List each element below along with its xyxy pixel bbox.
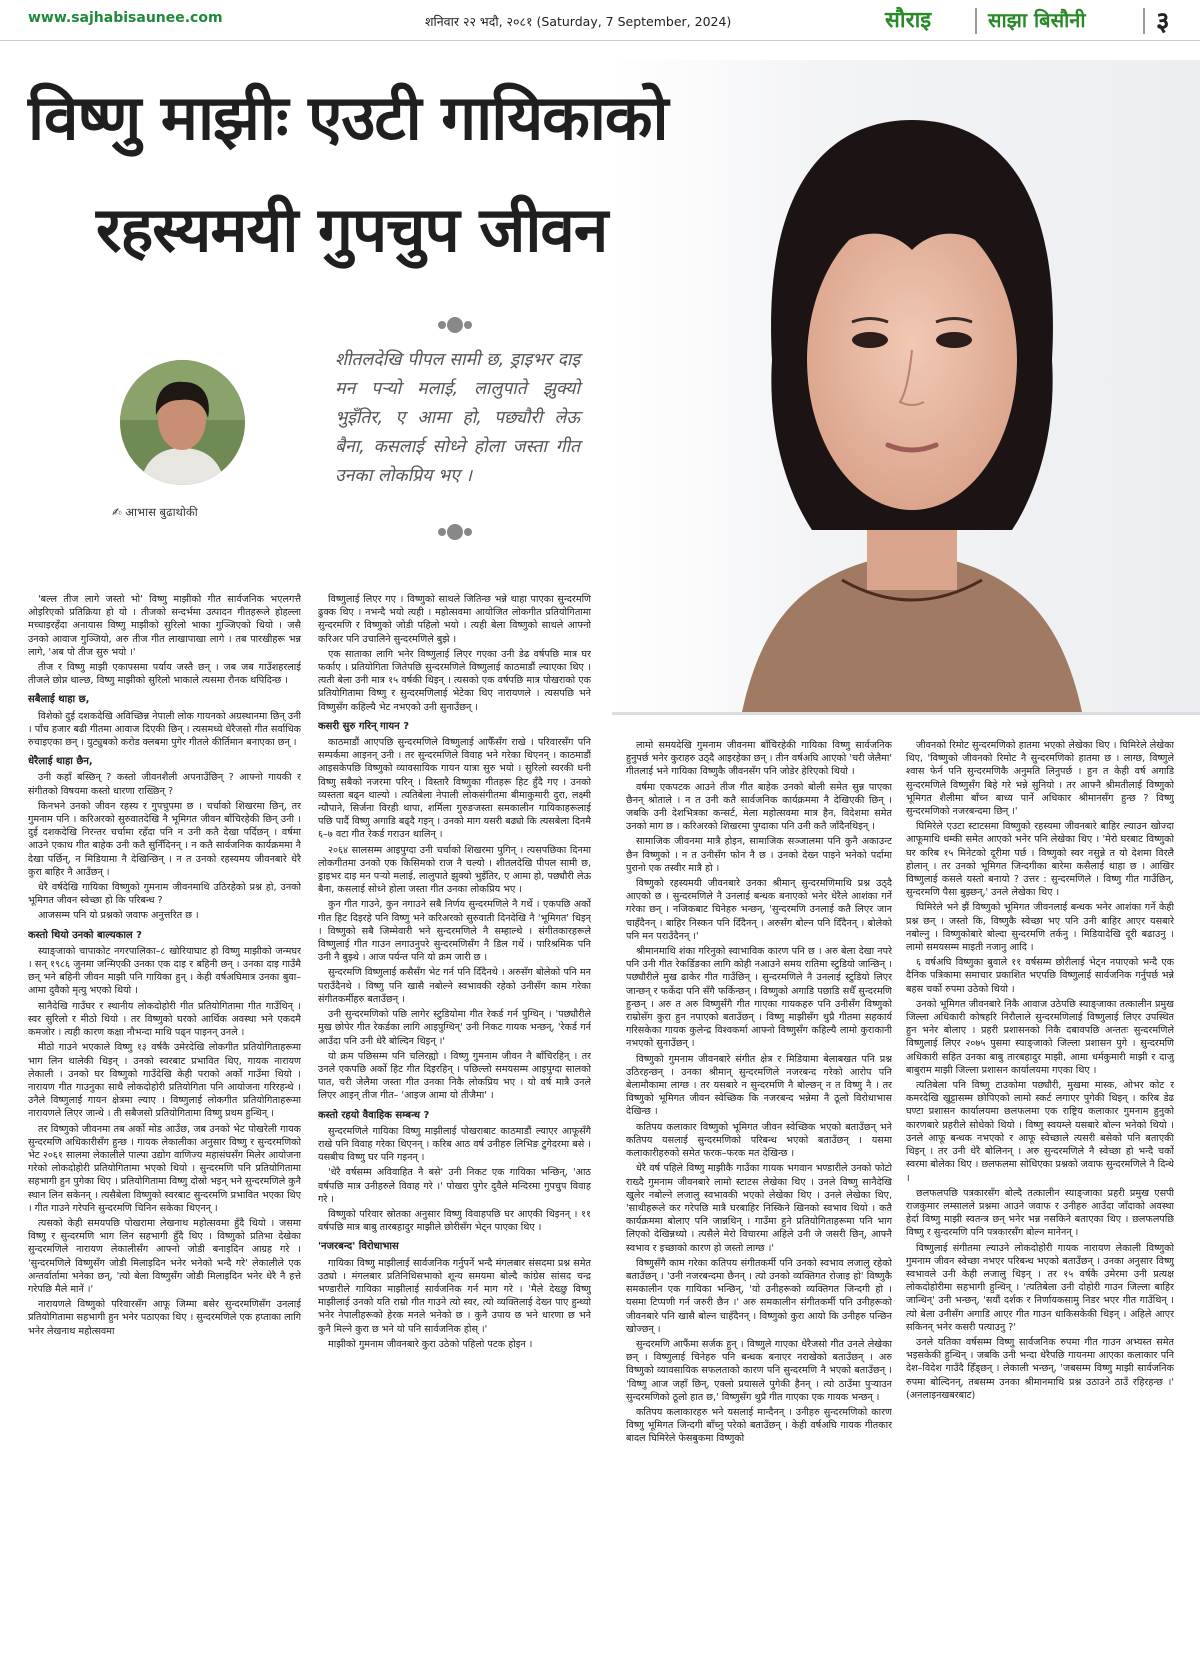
author-illustration — [120, 360, 245, 485]
author-byline: ✍ आभास बुढाथोकी — [112, 505, 198, 519]
subheading: 'नजरबन्द' विरोधाभास — [318, 1241, 399, 1253]
paragraph: माझीको गुमनाम जीवनबारे कुरा उठेको पहिलो पटक होइन । — [328, 1338, 533, 1350]
paragraph: विष्णुलाई लिएर गए । विष्णुको साथले जितिन्छ भन्ने थाहा पाएका सुन्दरमणि ढुक्क थिए । नभन्दै भयो त्यही । महोत्सवमा आयोजित लोकगीत प्रतियोगितामा सुन्दरमणि र विष्णुको जोडी पहिलो भयो । त्यही बेला विष्णुको साथले आफ्नो करिअर पनि उचालिने सुन्दरमणिले बुझे । — [318, 594, 591, 645]
paragraph: विष्णुको परिवार स्रोतका अनुसार विष्णु विवाहपछि घर आएकी थिइनन् । ११ वर्षपछि मात्र बाबु तारबहादुर माझीले छोरीसँग भेट्न पाएका थिए । — [318, 1208, 591, 1234]
paragraph: कतिपय कलाकारहरु भने यसलाई मान्दैनन् । उनीहरु सुन्दरमणिको कारण विष्णु भूमिगत जिन्दगी बाँच्नु परेको बताउँछन् । केही वर्षअघि गायक गीतकार बादल घिमिरेले फेसबुकमा विष्णुको — [626, 1406, 892, 1445]
paragraph: विष्णुको गुमनाम जीवनबारे संगीत क्षेत्र र मिडियामा बेलाबखत पनि प्रश्न उठिरहन्छन् । उनका श्रीमान् सुन्दरमणिले नजरबन्द गरेको आरोप पनि बेलामौकामा लाग्छ । तर यसबारे न सुन्दरमणि नै बोल्छन् न त विष्णु नै । तर विष्णुको भूमिगत जीवन स्वेच्छिक कि नजरबन्द भन्नेमा नै ठूलो विरोधाभास देखिन्छ । — [626, 1053, 892, 1118]
header-rule — [0, 40, 1200, 41]
paragraph: ६ वर्षअघि विष्णुका बुवाले ११ वर्षसम्म छोरीलाई भेट्न नपाएको भन्दै एक दैनिक पत्रिकामा समाचार प्रकाशित भएपछि विष्णुलाई सार्वजनिक गर्नुपर्छ भन्ने बहस चर्को रुपमा उठेको थियो । — [906, 957, 1174, 995]
paragraph: सानैदेखि गाउँघर र स्थानीय लोकदोहोरी गीत प्रतियोगितामा गीत गाउँथिन् । स्वर सुरिलो र मीठो थियो । तर विष्णुको घरको आर्थिक अवस्था भने एकदमै कमजोर । त्यही कारण कक्षा नौभन्दा माथि पढ्न पाइनन् उनले । — [28, 1000, 301, 1039]
paragraph: सुन्दरमणि विष्णुलाई कसैसँग भेट गर्न पनि दिँदैनथे । अरुसँग बोलेको पनि मन पराउँदैनथे । विष्णु पनि खासै नबोल्ने स्वभावकी रहेको उनीसँग काम गरेका संगीतकर्मीहरु बताउँछन् । — [318, 967, 591, 1005]
quote-ornament-icon — [435, 316, 475, 338]
site-url: www.sajhabisaunee.com — [28, 10, 223, 26]
author-name: आभास बुढाथोकी — [125, 505, 198, 519]
paragraph: आजसम्म पनि यो प्रश्नको जवाफ अनुत्तरित छ । — [38, 910, 199, 922]
paragraph: 'धेरै वर्षसम्म अविवाहित नै बसे' उनी निकट एक गायिका भन्छिन्, 'आठ वर्षपछि मात्र उनीहरुले विवाह गरे ।' पोखरा पुगेर दुवैले मन्दिरमा गुपचुप विवाह गरे । — [318, 1167, 591, 1205]
author-avatar — [120, 360, 245, 485]
paragraph: स्याङ्जाको चापाकोट नगरपालिका–८ खोरियाघाट हो विष्णु माझीको जन्मघर । सन् १९८६ जुनमा जन्मिएकी उनका एक दाइ र बहिनी छन् । उनका दाइ गाउँमै छन् भने बहिनी जीवन माझी पनि गायिका हुन् । केही वर्षअघिमात्र उनका बुवा–आमा दुवैको मृत्यु भएको थियो । — [28, 945, 301, 997]
paragraph: विशेको दुई दशकदेखि अविच्छिन्न नेपाली लोक गायनको अग्रस्थानमा छिन् उनी । पाँच हजार बढी गीतमा आवाज दिएकी छिन् । त्यसमध्ये धेरैजसो गीत सर्वाधिक रुचाइएका छन् । युट्युबको करोड क्लबमा पुगेर गीतले कीर्तिमान बनाएका छन् । — [28, 710, 301, 749]
paragraph: घिमिरेले एउटा स्टाटसमा विष्णुको रहस्यमा जीवनबारे बाहिर ल्याउन खोज्दा आफूमाथि धम्की समेत आएको भनेर पनि लेखेका थिए । 'मेरो घरबाट विष्णुको घर करिब १५ मिनेटको दूरीमा पर्छ । विष्णुको स्वर नसुन्ने त यो देशमा विरलै होलान् । तर उनको भूमिगत जिन्दगीका बारेमा कसैलाई थाहा छ । आखिर विष्णुलाई कसले यस्तो बनायो ? उत्तर : सुन्दरमणिले । विष्णु गीत गाउँछिन्, सुन्दरमणि पैसा बुझ्छन्,' उनले लेखेका थिए । — [906, 821, 1174, 899]
paragraph: सामाजिक जीवनमा मात्रै होइन, सामाजिक सञ्जालमा पनि कुनै अकाउन्ट छैन विष्णुको । न त उनीसँग फोन नै छ । उनको देख्न पाइने भनेको पर्दामा पुरानो एक तस्वीर मात्रै हो । — [626, 836, 892, 874]
section-name: साझा बिसौनी — [988, 8, 1086, 32]
paragraph: उनले यतिका वर्षसम्म विष्णु सार्वजनिक रुपमा गीत गाउन अभ्यस्त समेत भइसकेकी हुन्थिन् । जबकि उनी भन्दा धेरैपछि गायनमा आएका कलाकार पनि देश–विदेश गाउँदै हिँड्छन् । लेकाली भन्छन्, 'जबसम्म विष्णु माझी सार्वजनिक रुपमा बोल्दिनन्, तबसम्म उनका श्रीमानमाथि प्रश्न उठाउने ठाउँ रहिरहन्छ ।' (अनलाइनखबरबाट) — [906, 1336, 1174, 1401]
subheading: कस्तो रहयो वैवाहिक सम्बन्ध ? — [318, 1109, 430, 1121]
paragraph: श्रीमानमाथि शंका गरिनुको स्वाभाविक कारण पनि छ । अरु बेला देखा नपरे पनि उनी गीत रेकर्डिङका लागि कोही नआउने समय रातिमा स्टुडियो जान्छिन् । पछ्यौरीले मुख ढाकेर गीत गाउँछिन् । सुन्दरमणिले नै उनलाई स्टुडियो लिएर जान्छन् र फर्केदा पनि सँगै फर्किन्छन् । विष्णुको अगाडि पछाडि सधैँ सुन्दरमणि हुन्छन् । अरु त अरु विष्णुसँगै गीत गाएका गायकहरु पनि उनीसँग विष्णुको राम्रोसँग कुरा हुन नपाएको बताउँछन् । विष्णु माझीसँग थुप्रै गीतमा सहकार्य गरिसकेका गायक कुलेन्द्र विश्वकर्मा आफ्नो विष्णुसँग कहिल्यै लामो कुराकानी नभएको सुनाउँछन् । — [626, 946, 892, 1050]
article-column-4 — [906, 739, 1174, 1671]
paragraph: त्यसको केही समयपछि पोखरामा लेखनाथ महोत्सवमा हुँदै थियो । जसमा विष्णु र सुन्दरमणि भाग लिन सहभागी हुँदै थिए । विष्णुको प्रतिभा देखेका सुन्दरमणिले नारायण लेकालीसँग आफ्नो जोडी बनाइदिन आग्रह गरे । 'सुन्दरमणिले विष्णुसँग जोडी मिलाइदिन भनेर भनेको भन्दै गरे' लेकालीले एक अन्तर्वार्तामा भनेका छन्, 'त्यो बेला विष्णुसँग जोडी मिलाइदिन भनेर धेरै नै हत्ते गरेपछि मैले मानें ।' — [28, 1217, 301, 1295]
paragraph: २०६४ सालसम्म आइपुग्दा उनी चर्चाको शिखरमा पुगिन् । त्यसपछिका दिनमा लोकगीतमा उनको एक किसिमको राज नै चल्यो । शीतलदेखि पीपल सामी छ, ड्राइभर दाइ मन पर्‍यो मलाई, लालुपाते झुक्यो भुइँतिर, ए आमा हो, पछ्यौरी लेऊ बैना, कसलाई सोध्ने होला जस्ता गीत उनका लोकप्रिय भए । — [318, 844, 591, 896]
headline-line-1: विष्णु माझीः एउटी गायिकाको — [28, 81, 668, 154]
paragraph: त्यतिबेला पनि विष्णु टाउकोमा पछ्यौरी, मुखमा मास्क, ओभर कोट र कमरदेखि खुट्टासम्म छोपिएको लामो स्कर्ट लगाएर पुगेकी थिइन् । करिब डेढ घण्टा प्रशासन कार्यालयमा छलफलमा एक राष्ट्रिय कलाकार गुमनाम हुनुको कारणबारे प्रहरीले सोधेको थियो । विष्णु स्वयम्ले यसबारे बोल्न भनेको थियो । उनले आफू बन्धक नभएको र आफू स्वेच्छाले त्यसरी बसेको पनि बताएकी थिइन् । तर उनी धेरै बोलिनन् । अरु सुन्दरमणिले नै स्वेच्छा हो भन्दै चर्को स्वरमा बोलेका थिए । छलफलमा सोधिएका प्रश्नको जवाफ सुन्दरमणिले नै दिन्थे । — [906, 1080, 1174, 1184]
paragraph: विष्णुलाई संगीतमा ल्याउने लोकदोहोरी गायक नारायण लेकाली विष्णुको गुमनाम जीवन स्वेच्छा नभएर परिबन्ध भएको बताउँछन् । उनका अनुसार विष्णु स्वभावले उनी केही लजालु थिइन् । तर १५ वर्षकै उमेरमा उनी प्रत्यक्ष लोकदोहोरीमा सहभागी हुन्थिन् । 'त्यतिबेला उनी दोहोरी गाउन जिल्ला बाहिर जान्थिन्' उनी भन्छन्, 'सयौं दर्शक र निर्णायकसामु निडर भएर गीत गाउँथिन् । त्यो बेला उनीसँग अगाडि आएर गीत गाउन धाकिसकेकी थिइन् । अहिले आएर सकिनन् भनेर कसरी पत्याउनु ?' — [906, 1242, 1174, 1333]
photo-bottom-rule — [612, 712, 1200, 715]
subheading: धेरैलाई थाहा छैन, — [28, 756, 93, 768]
paragraph: उनको भूमिगत जीवनबारे निकै आवाज उठेपछि स्याङ्जाका तत्कालीन प्रमुख जिल्ला अधिकारी कोषहरि निरौलाले सुन्दरमणिलाई विष्णुलाई लिएर उपस्थित हुन भनेर बोलाए । प्रहरी प्रशासनको निकै दबावपछि अन्ततः सुन्दरमणिले विष्णुलाई लिएर २०७५ पुसमा स्याङ्जाको जिल्ला प्रशासन पुगे । सुन्दरमणि अधिकारी सहित उनका बाबु तारबहादुर माझी, आमा धर्मकुमारी माझी र दाजु बाबुराम माझी जिल्ला प्रशासन कार्यालयमा गएका थिए । — [906, 998, 1174, 1076]
header-divider — [1143, 8, 1145, 34]
paragraph: मीठो गाउने भएकाले विष्णु १३ वर्षकै उमेरदेखि लोकगीत प्रतियोगिताहरूमा भाग लिन थालेकी थिइन् । उनको स्वरबाट प्रभावित थिए, गायक नारायण लेकाली । उनको घर विष्णुको गाउँदेखि केही पराको अर्को गाउँमा थियो । नारायण गीत गाउनुका साथै लोकदोहोरी प्रतियोगिता पनि आयोजना गरिरहन्थे । उनैले विष्णुलाई गायन क्षेत्रमा ल्याए । विष्णुलाई लोकगीत प्रतियोगिताहरूमा नारायणले लिएर जान्थे । ती सबैजसो प्रतियोगितामा विष्णु प्रथम हुन्थिन् । — [28, 1042, 301, 1120]
article-column-3 — [626, 739, 892, 1671]
pull-quote: शीतलदेखि पीपल सामी छ, ड्राइभर दाइ मन पर्‍यो मलाई, लालुपाते झुक्यो भुइँतिर, ए आमा हो, पछ्यौरी लेऊ बैना, कसलाई सोध्ने होला जस्ता गीत उनका लोकप्रिय भए । — [335, 350, 580, 486]
subheading: सबैलाई थाहा छ, — [28, 694, 90, 706]
paragraph: छलफलपछि पत्रकारसँग बोल्दै तत्कालीन स्याङ्जाका प्रहरी प्रमुख एसपी राजकुमार लम्सालले प्रश्नमा आउने जवाफ र उनीहरु आउँदा जाँदाको अवस्था हेर्दा विष्णु माझी स्वतन्त्र छन् भनेर भन्न नसकिने बताएका थिए । छलफलपछि विष्णु र सुन्दरमणि पनि पत्रकारसँग बोल्न मानेनन् । — [906, 1187, 1174, 1239]
newspaper-logo: सौराइ — [885, 8, 932, 33]
subheading: कस्तो थियो उनको बाल्यकाल ? — [28, 929, 142, 941]
issue-date: शनिवार २२ भदौ, २०८१ (Saturday, 7 September, 2024) — [425, 14, 732, 29]
paragraph: तर विष्णुको जीवनमा तब अर्को मोड आउँछ, जब उनको भेट पोखरेली गायक सुन्दरमणि अधिकारीसँग हुन्छ । गायक लेकालीका अनुसार विष्णु र सुन्दरमणिको भेट २०६१ सालमा लेकालीले पाल्पा उद्योग वाणिज्य महासंघसँग मिलेर आयोजना गरेको लोकदोहोरी प्रतियोगितामा भएको थियो । सुन्दरमणि पनि प्रतियोगितामा सहभागी हुन पुगेका थिए । प्रतियोगितामा विष्णु दोस्रो भइन् भने सुन्दरमणिले कुनै स्थान लिन सकेनन् । त्यसैबेला विष्णुको स्वरबाट सुन्दरमणि प्रभावित भएका थिए । गीत गाउने गरेपनि सुन्दरमणि चिनिन सकेका थिएनन् । — [28, 1123, 301, 1214]
page-number: ३ — [1156, 7, 1170, 37]
paragraph: धेरै वर्ष पहिले विष्णु माझीकै गाउँका गायक भगवान भण्डारीले उनको फोटो राख्दै गुमनाम जीवनबारे लामो स्टाटस लेखेका थिए । उनले विष्णु सानैदेखि खुलेर नबोल्ने लजालु स्वभावकी भएको लेखेका थिए । उनले लेखेका थिए, 'साथीहरूले कर गरेपछि मात्रै घरबाहिर निस्किने खिनको स्वभाव थियो । कतै कार्यक्रममा बोलाए पनि जान्नथिन् । गाउँमा हुने प्रतियोगिताहरूमा पनि भाग लिएको देखिन्नथ्यो । त्यसैले मेरो विचारमा अहिले उनी जे जसरी छिन्, आफ्नै स्वभाव र इच्छाको कारण हो जस्तो लाग्छ ।' — [626, 1163, 892, 1254]
paragraph: विष्णुसँगै काम गरेका कतिपय संगीतकर्मी पनि उनको स्वभाव लजालु रहेको बताउँछन् । 'उनी नजरबन्दमा छैनन् । त्यो उनको व्यक्तिगत रोजाइ हो' विष्णुकै समकालीन एक गायिका भन्छिन्, 'यो उनीहरूको व्यक्तिगत जिन्दगी हो । यसमा टिप्पणी गर्न जरुरी छैन ।' अरु समकालीन संगीतकर्मी पनि उनीहरूको जीवनबारे पनि खासै बोल्न चाहँदैनन् । विष्णुको कुरा आयो कि उनीहरु पन्छिन खोज्छन् । — [626, 1257, 892, 1335]
article-column-2 — [318, 593, 591, 1671]
paragraph: यो क्रम पछिसम्म पनि चलिरह्यो । विष्णु गुमनाम जीवन नै बाँचिरहिन् । तर उनले एकपछि अर्को हिट गीत दिइरहिन् । पछिल्लो समयसम्म आइपुग्दा सालको पात, चरी जेलैमा जस्ता गीत उनका निकै लोकप्रिय भए । यो वर्ष मात्रै उनले लिएर आइन् तीज गीत– 'आइज आमा यो तीजैमा' । — [318, 1050, 591, 1102]
paragraph: सुन्दरमणि आफैंमा सर्जक हुन् । विष्णुले गाएका धेरैजसो गीत उनले लेखेका छन् । विष्णुलाई चिनेहरु पनि बन्धक बनाएर नराखेको बताउँछन् । अरु विष्णुको व्यावसायिक सफलताको कारण पनि सुन्दरमणि नै भएको बताउँछन् । 'विष्णु आज जहाँ छिन्, एक्लो प्रयासले पुगेकी हैनन् । त्यो ठाउँमा पुऱ्याउन सुन्दरमणिको ठूलो हात छ,' विष्णुसँग थुप्रै गीत गाएका एक गायक भन्छन् । — [626, 1338, 892, 1403]
paragraph: नारायणले विष्णुको परिवारसँग आफू जिम्मा बसेर सुन्दरमणिसँग उनलाई प्रतियोगितामा सहभागी हुन भनेर पठाएका थिए । सुन्दरमणिले एक हप्ताका लागि भनेर लेखनाथ महोत्सवमा — [28, 1299, 301, 1337]
paragraph: उनी कहाँ बस्छिन् ? कस्तो जीवनशैली अपनाउँछिन् ? आफ्नो गायकी र संगीतको विषयमा कस्तो धारणा राख्छिन् ? — [28, 772, 301, 797]
paragraph: घिमिरेले भने झैं विष्णुको भूमिगत जीवनलाई बन्धक भनेर आशंका गर्ने केही प्रश्न छन् । जस्तो कि, विष्णुकै स्वेच्छा भए पनि उनी बाहिर आएर यसबारे नबोल्नु । विष्णुकोबारे बोल्दा सुन्दरमणि तर्कनु । मिडियादेखि दूरी बढाउनु । लामो समयसम्म माइती नजानु आदि । — [906, 902, 1174, 954]
paragraph: विष्णुको रहस्यमयी जीवनबारे उनका श्रीमान् सुन्दरमणिमाथि प्रश्न उठ्दै आएको छ । सुन्दरमणिले नै उनलाई बन्धक बनाएको भनेर धेरैले आशंका गर्ने गरेका छन् । नजिकबाट चिनेहरु भन्छन्, 'सुन्दरमणि उनलाई कतै लिएर जान चाहँदैनन् । बाहिर निस्कन पनि दिँदैनन् । अरुसँग बोल्न पनि दिँदैनन् । बोलेको पनि मन पराउँदैनन् ।' — [626, 878, 892, 942]
paragraph: धेरै वर्षदेखि गायिका विष्णुको गुमनाम जीवनमाथि उठिरहेको प्रश्न हो, उनको भूमिगत जीवन स्वेच्छा हो कि परिबन्ध ? — [28, 882, 301, 907]
subheading: कसरी सुरु गरिन् गायन ? — [318, 720, 410, 732]
quote-ornament-icon — [435, 523, 475, 545]
headline-line-2: रहस्यमयी गुपचुप जीवन — [96, 193, 608, 266]
paragraph: कुन गीत गाउने, कुन नगाउने सबै निर्णय सुन्दरमणिले नै गर्थे । एकपछि अर्को गीत हिट दिइरहे पनि विष्णु भने करिअरको सुरुवाती दिनदेखि नै 'भूमिगत' थिइन् । विष्णुको सबै जिम्मेवारी भने सुन्दरमणिले नै सम्हाल्थे । संगीतकारहरूले विष्णुलाई गीत गाउन लगाउनुपरे सुन्दरमणिसँग नै डिल गर्थे । पारिश्रमिक पनि उनी नै बुझ्थे । आज पर्यन्त पनि यो क्रम जारी छ । — [318, 899, 591, 964]
paragraph: 'बल्ल तीज लागे जस्तो भो' विष्णु माझीको गीत सार्वजनिक भएलगत्तै ओइरिएको प्रतिक्रिया हो यो । तीजको सन्दर्भमा उत्पादन गीतहरूले होहल्ला मच्चाइरहँदा अनायास विष्णु माझीको सुरिलो भाका गुञ्जिएको थियो । जसै उनको आवाज गुञ्जियो, अरु तीज गीत लाखापाखा लागे । तब पारखीहरू भन्न लागे, 'अब पो तीज सुरु भयो ।' — [28, 594, 301, 658]
paragraph: कतिपय कलाकार विष्णुको भूमिगत जीवन स्वेच्छिक भएको बताउँछन् भने कतिपय यसलाई सुन्दरमणिको परिबन्ध भएको बताउँछन् । यसमा कलाकारीहरुको समेत फरक–फरक मत देखिन्छ । — [626, 1121, 892, 1160]
paragraph: किनभने उनको जीवन रहस्य र गुपचुपमा छ । चर्चाको शिखरमा छिन्, तर गुमनाम पनि । करिअरको सुरुवातदेखि नै भूमिगत जीवन बाँचिरहेकी छिन् उनी । दुई दशकदेखि निरन्तर चर्चामा रहँदा पनि न उनी कतै देखा पर्दिछन् । वर्षमा आउने एकाध गीत बाहेक उनी कतै सुनिँदिनन् । न कतै सार्वजनिक कार्यक्रममा नै देखा पर्छिन्, न मिडियामा नै देखिन्छिन् । न त उनको रहस्यमय जीवनबारे धेरै कुरा बाहिर नै आउँछन् । — [28, 800, 301, 878]
paragraph: सुन्दरमणिले गायिका विष्णु माझीलाई पोखराबाट काठमाडौं ल्याएर आफूसँगै राखे पनि विवाह गरेका थिएनन् । करिब आठ वर्ष उनीहरु लिभिङ टुगेदरमा बसे । यसबीच विष्णु घर पनि गइनन् । — [318, 1125, 591, 1164]
singer-portrait-photo — [612, 60, 1200, 712]
paragraph: काठमाडौं आएपछि सुन्दरमणिले विष्णुलाई आफैँसँग राखे । परिवारसँग पनि सम्पर्कमा आइनन् उनी । तर सुन्दरमणिले विवाह भने गरेका थिएनन् । काठमाडौं आइसकेपछि विष्णुको व्यावसायिक गायन यात्रा सुरु भयो । सुरिलो स्वरकी धनी विष्णु सबैको नजरमा परिन् । विस्तारै विष्णुका गीतहरू हिट हुँदै गए । उनको व्यस्तता बढ्न थाल्यो । त्यतिबेला नेपाली लोकसंगीतमा बीमाकुमारी दुरा, लक्ष्मी न्यौपाने, सिर्जना विरही थापा, शर्मिला गुरुङजस्ता समकालीन गायिकाहरूलाई पछि पार्दै विष्णु अगाडि बढ्दै गइन् । उनको माग यसरी बढ्यो कि त्यसबेला दिनमै ६–७ वटा गीत रेकर्ड गराउन थालिन् । — [318, 737, 591, 841]
paragraph: जीवनको रिमोट सुन्दरमणिको हातमा भएको लेखेका थिए । घिमिरेले लेखेका थिए, 'विष्णुको जीवनको रिमोट नै सुन्दरमणिको हातमा छ । लाग्छ, विष्णुले श्वास फेर्न पनि सुन्दरमणिकै अनुमति लिनुपर्छ । हुन त केही वर्ष अगाडि सुन्दरमणिले विष्णुसँग बिहे गरे भन्ने सुनियो । तर आफ्नै श्रीमतीलाई विष्णुको भूमिगत शैलीमा बाँच्न बाध्य पार्ने अधिकार श्रीमानसँग हुन्छ ? विष्णु सुन्दरमणिको नजरबन्दमा छिन् ।' — [906, 740, 1174, 818]
portrait-illustration — [612, 60, 1200, 712]
paragraph: वर्षमा एकपटक आउने तीज गीत बाहेक उनको बोली समेत सुन्न पाएका छैनन् श्रोताले । न त उनी कतै सार्वजनिक कार्यक्रममा नै देखिएकी छिन् । जबकि उनी देशभित्रका कन्सर्ट, मेला महोत्सवमा मात्र हैन, विदेशमा समेत उनको माग छ । करिअरको शिखरमा पुग्दाका पनि उनी कतै जाँदैनथिइन् । — [626, 781, 892, 833]
paragraph: तीज र विष्णु माझी एकापसमा पर्याय जस्तै छन् । जब जब गाउँशहरलाई तीजले छोप्न थाल्छ, विष्णु माझीको सुरिलो भाकाले त्यसमा रौनक थपिदिन्छ । — [28, 662, 301, 687]
header-divider — [975, 8, 977, 34]
paragraph: गायिका विष्णु माझीलाई सार्वजनिक गर्नुपर्ने भन्दै मंगलबार संसदमा प्रश्न समेत उठ्यो । मंगलबार प्रतिनिधिसभाको शून्य समयमा बोल्दै कांग्रेस सांसद चन्द्र भण्डारीले गायिका माझीलाई सार्वजनिक गर्न माग गरे । 'मैले देख्छु विष्णु माझीलाई उनको यति राम्रो गीत गाउने त्यो स्वर, त्यो व्यक्तिलाई देख्न पाए हुन्थ्यो भनेर नेपालीहरूको हेरक मनले भनेको छ । कुनै उपाय छ भने धारणा छ भने कुनै मिल्ने कुरा छ भने यो पनि सार्वजनिक होस् ।' — [318, 1257, 591, 1335]
paragraph: एक साताका लागि भनेर विष्णुलाई लिएर गएका उनी डेढ वर्षपछि मात्र घर फर्काए । प्रतियोगिता जितेपछि सुन्दरमणिले विष्णुलाई काठमाडौं ल्याएका थिए । त्यती बेला उनी मात्र १५ वर्षकी थिइन् । त्यसको एक वर्षपछि मात्र पोखराको एक प्रतियोगितामा विष्णु र सुन्दरमणिलाई भेटेका थिए नारायणले । त्यसपछि भने विष्णुसँग कहिल्यै भेट नभएको उनी सुनाउँछन् । — [318, 648, 591, 713]
article-column-1 — [28, 593, 301, 1671]
paragraph: उनी सुन्दरमणिको पछि लागेर स्टुडियोमा गीत रेकर्ड गर्न पुग्थिन् । 'पछ्यौरीले मुख छोपेर गीत रेकर्डका लागि आइपुग्थिन्' उनी निकट गायक भन्छन्, 'रेकर्ड गर्न आउँदा पनि उनी धेरै बोल्दिन थिइन् ।' — [318, 1009, 591, 1047]
paragraph: लामो समयदेखि गुमनाम जीवनमा बाँचिरहेकी गायिका विष्णु सार्वजनिक हुनुपर्छ भनेर कुराहरु उठ्दै आइरहेका छन् । तीन वर्षअघि आएको 'चरी जेलैमा' गीतलाई भने गायिका विष्णुकै जीवनसँग पनि जोडेर हेरिएको थियो । — [626, 740, 892, 778]
